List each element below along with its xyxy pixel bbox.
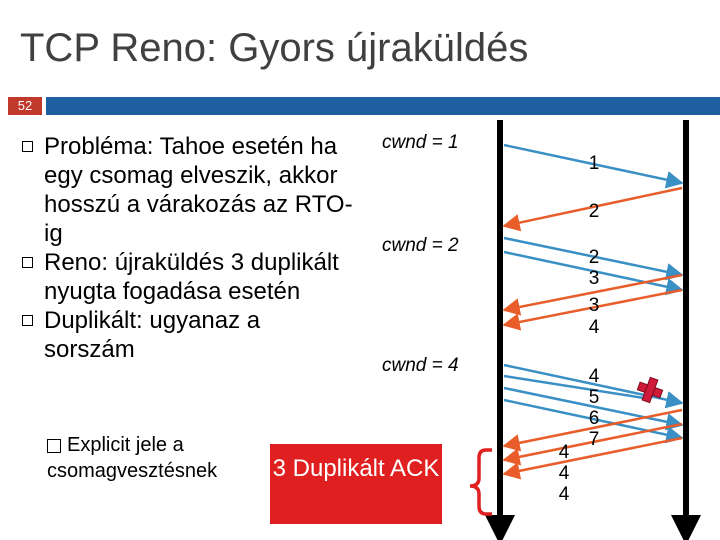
duplicate-ack-callout: 3 Duplikált ACK [270, 444, 442, 524]
duplicate-ack-brace [470, 450, 492, 514]
packet-label: 3 [588, 268, 600, 289]
cwnd-label: cwnd = 1 [382, 132, 459, 153]
slide-number: 52 [8, 97, 42, 115]
cwnd-label: cwnd = 4 [382, 355, 459, 376]
packet-label: 6 [588, 408, 600, 429]
bullet-text: Probléma: Tahoe esetén ha egy csomag elveszik, akkor hosszú a várakozás az RTO-ig [44, 133, 353, 247]
packet-label: 4 [588, 366, 600, 387]
ack-label: 4 [558, 442, 570, 463]
packet-label: 2 [588, 247, 600, 268]
bullet-text: Reno: újraküldés 3 duplikált nyugta fogadása esetén [44, 249, 339, 305]
ack-label: 4 [558, 484, 570, 505]
ack-label: 4 [558, 463, 570, 484]
packet-label: 5 [588, 387, 600, 408]
packet-label: 1 [588, 153, 600, 174]
sub-bullet-text: Explicit jele a csomagvesztésnek [47, 434, 218, 482]
cross-mark-icon [635, 375, 666, 406]
page-title: TCP Reno: Gyors újraküldés [20, 26, 529, 70]
bullet-text: Duplikált: ugyanaz a sorszám [44, 307, 261, 363]
ack-label: 2 [588, 201, 600, 222]
ack-label: 4 [588, 317, 600, 338]
ack-label: 3 [588, 295, 600, 316]
packet-label: 7 [588, 429, 600, 450]
cwnd-label: cwnd = 2 [382, 235, 459, 256]
